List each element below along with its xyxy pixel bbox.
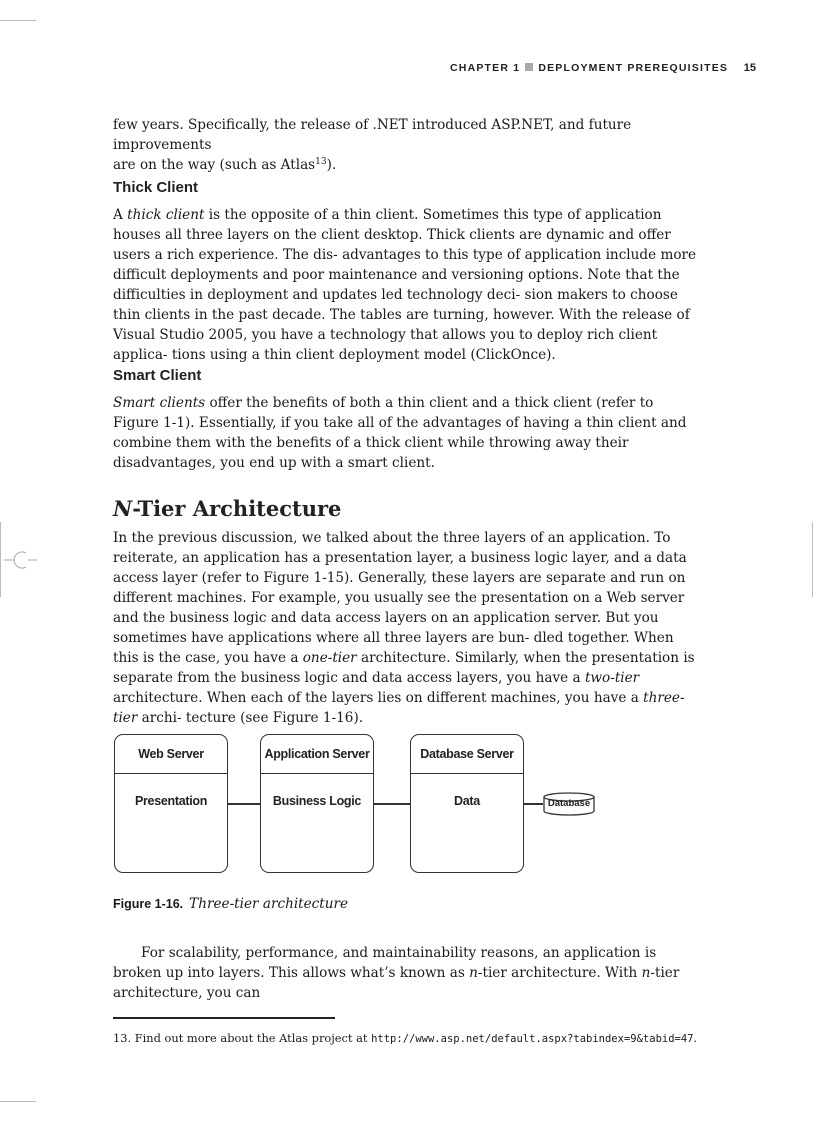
intro-paragraph: few years. Specifically, the release of .NET introduced ASP.NET, and future improvements are on the way (such as Atlas$^{13}$). [113, 117, 632, 173]
database-label: Database [547, 798, 591, 809]
scalability-paragraph: For scalability, performance, and maintainability reasons, an application is broken up into layers. This allows what’s known as n-tier architecture. With n-tier architecture, you can [113, 945, 680, 1001]
ntier-paragraph: In the previous discussion, we talked about the three layers of an application. To reiterate, an application has a presentation layer, a business logic layer, and a data access layer (refer to Figure 1-15). Generally, these layers are separate and run on different machines. For example, you usually see the presentation on a Web server and the business logic and data access layers on an application server. But you sometimes have applications where all three layers are bun- dled together. When this is the case, you have a one-tier architecture. Similarly, when the presentation is separate from the business logic and data access layers, you have a two-tier architecture. When each of the layers lies on different machines, you have a three-tier archi- tecture (see Figure 1-16). [113, 530, 695, 726]
chapter-title: DEPLOYMENT PREREQUISITES [538, 62, 729, 74]
tier-layer: Presentation [134, 794, 208, 808]
thick-client-paragraph: A thick client is the opposite of a thin client. Sometimes this type of application houses all three layers on the client desktop. Thick clients are dynamic and offer users a rich experience. The dis- advantages to this type of application include more difficult deployments and poor maintenance and versioning options. Note that the difficulties in deployment and updates led technology deci- sion makers to choose thin clients in the past decade. The tables are turning, however. With the release of Visual Studio 2005, you have a technology that allows you to deploy rich client applica- tions using a thin client deployment model (ClickOnce). [113, 207, 697, 363]
separator-square-icon [525, 63, 533, 71]
footnote-number: 13. [113, 1031, 132, 1045]
crop-mark [0, 522, 1, 597]
crop-mark [0, 20, 36, 21]
tier-box-application-server [260, 734, 374, 873]
connector-line [228, 803, 260, 805]
smart-client-paragraph: Smart clients offer the benefits of both a thin client and a thick client (refer to Figure 1-1). Essentially, if you take all of the advantages of having a thin client and combine them with the benefits of a thick client while throwing away their disadvantages, you end up with a smart client. [113, 395, 687, 471]
figure-caption-text: Three-tier architecture [189, 896, 349, 912]
heading-smart-client: Smart Client [113, 367, 202, 384]
page-number: 15 [743, 62, 756, 74]
footnote-text: Find out more about the Atlas project at [134, 1031, 368, 1045]
connector-line [524, 803, 543, 805]
tier-box-web-server [114, 734, 228, 873]
crop-mark [0, 1101, 36, 1102]
running-head [450, 62, 756, 78]
heading-thick-client: Thick Client [113, 179, 199, 196]
tier-title: Application Server [261, 735, 373, 774]
tier-title: Web Server [115, 735, 227, 774]
three-tier-diagram [110, 734, 610, 878]
database-cylinder-icon [543, 792, 595, 816]
crop-mark [812, 522, 813, 597]
tier-title: Database Server [411, 735, 523, 774]
heading-ntier-architecture: N-Tier Architecture [113, 496, 342, 521]
tier-box-database-server [410, 734, 524, 873]
tier-layer: Data [454, 794, 480, 808]
chapter-label: CHAPTER 1 [450, 62, 521, 74]
footnote: 13. Find out more about the Atlas project at http://www.asp.net/default.aspx?tabindex=9&tabid=47. [113, 1031, 698, 1045]
figure-number: Figure 1-16. [113, 897, 184, 911]
footnote-rule [113, 1017, 335, 1019]
figure-caption [113, 896, 348, 912]
connector-line [374, 803, 410, 805]
footnote-link[interactable]: http://www.asp.net/default.aspx?tabindex=9&tabid=47 [371, 1033, 694, 1045]
tier-layer: Business Logic [272, 794, 362, 808]
registration-mark [4, 548, 38, 572]
footnote-reference[interactable]: 13 [315, 157, 327, 167]
